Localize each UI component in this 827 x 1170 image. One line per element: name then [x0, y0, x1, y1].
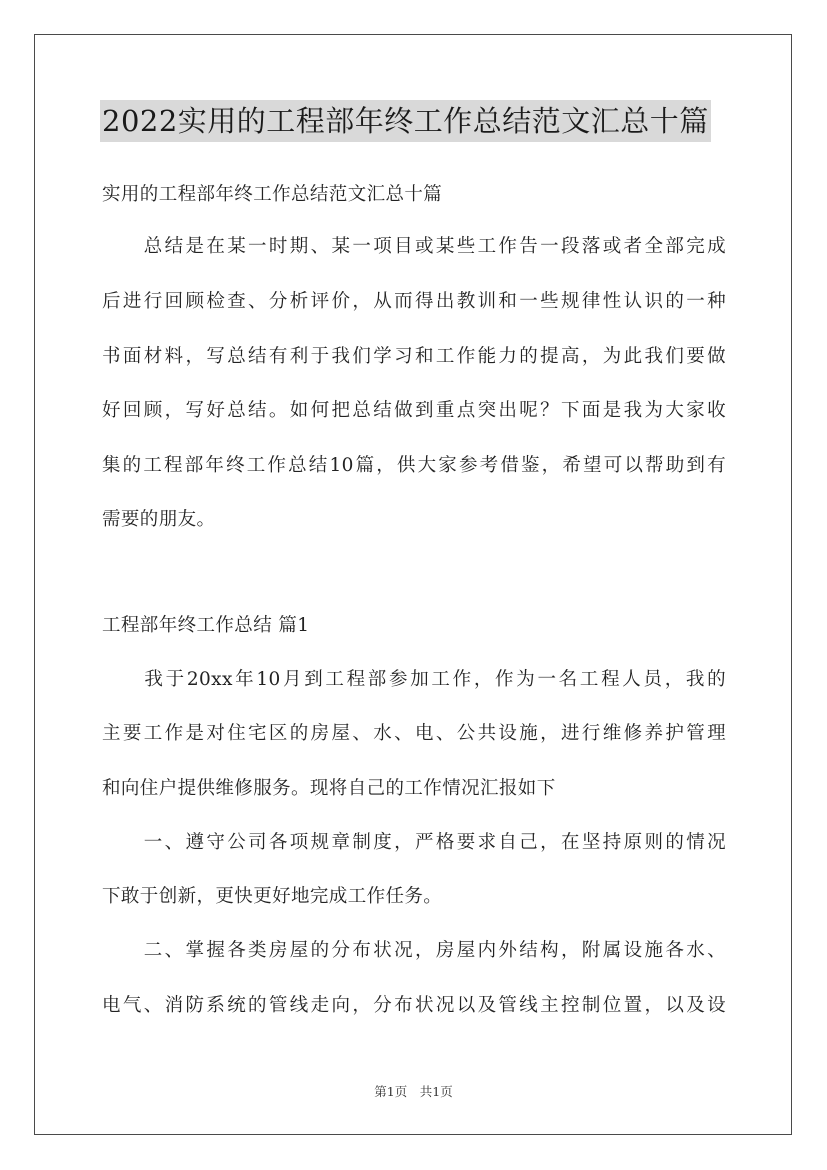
document-subtitle: 实用的工程部年终工作总结范文汇总十篇 — [102, 184, 443, 205]
intro-line: 总结是在某一时期、某一项目或某些工作告一段落或者全部完成 — [102, 236, 726, 257]
body-line: 我于20xx年10月到工程部参加工作，作为一名工程人员，我的 — [102, 669, 726, 690]
body-line: 一、遵守公司各项规章制度，严格要求自己，在坚持原则的情况 — [102, 832, 726, 853]
body-line: 下敢于创新，更快更好地完成工作任务。 — [102, 886, 443, 907]
intro-line: 书面材料，写总结有利于我们学习和工作能力的提高，为此我们要做 — [102, 346, 726, 367]
section-heading: 工程部年终工作总结 篇1 — [102, 615, 310, 636]
intro-line: 需要的朋友。 — [102, 509, 216, 530]
intro-line: 好回顾，写好总结。如何把总结做到重点突出呢？下面是我为大家收 — [102, 400, 726, 421]
page-number-footer: 第1页 共1页 — [374, 1084, 453, 1099]
body-line: 和向住户提供维修服务。现将自己的工作情况汇报如下 — [102, 778, 556, 799]
body-line: 电气、消防系统的管线走向，分布状况以及管线主控制位置，以及设 — [102, 995, 726, 1016]
body-line: 二、掌握各类房屋的分布状况，房屋内外结构，附属设施各水、 — [102, 940, 726, 961]
intro-line: 后进行回顾检查、分析评价，从而得出教训和一些规律性认识的一种 — [102, 291, 726, 312]
body-line: 主要工作是对住宅区的房屋、水、电、公共设施，进行维修养护管理 — [102, 723, 726, 744]
document-title: 2022实用的工程部年终工作总结范文汇总十篇 — [100, 100, 711, 142]
intro-line: 集的工程部年终工作总结10篇，供大家参考借鉴，希望可以帮助到有 — [102, 455, 726, 476]
